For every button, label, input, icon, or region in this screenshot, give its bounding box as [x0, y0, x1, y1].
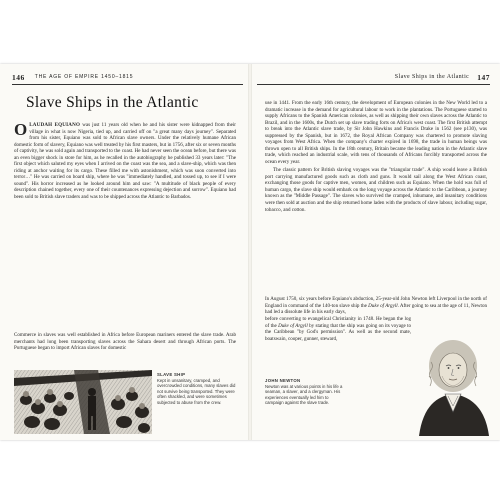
newton-caption	[265, 378, 347, 406]
ship-name: Duke of Argyll	[368, 302, 398, 309]
slave-ship-caption-text: Kept in unsanitary, cramped, and overcrowded conditions, many slaves did not survive being transported. They were often shackled, and were sometimes subjected to abuse from the crew.	[157, 377, 236, 405]
right-page	[255, 64, 496, 440]
lead-in: LAUDAH EQUIANO	[29, 122, 81, 128]
right-paragraph-2: The classic pattern for British slaving voyages was the "triangular trade". A ship would leave a British port carrying manufactured goods such as cloth and guns. It would sail along the West African coast, exchanging those goods for captive men, women, and children such as Equiano. When the hold was full of human cargo, the slave ship would embark on the long voyage across the Atlantic to the Caribbean, a journey known as the "Middle Passage". The slaves who survived the cramped, inhumane, and insanitary conditions were then sold at auction and the ship returned home laden with the products of slave labour, including sugar, tobacco, and cotton.	[265, 167, 487, 213]
slave-ship-illustration	[14, 370, 152, 434]
ship-name-2: Duke of Argyll	[278, 322, 308, 329]
left-paragraph-2: Commerce in slaves was well established in Africa before European mariners entered the slave trade. Arab merchants had long been transporting slaves across the Sahara desert and through African ports. The Portuguese began to import African slaves for domestic	[14, 332, 236, 352]
left-running-head	[12, 72, 133, 82]
left-paragraph-1-text: was just 11 years old when he and his sister were kidnapped from their village in what is now Nigeria, tied up, and carried off on "a great many days journey". Separated from his sister, Equiano was sold to African slave owners. Under the relatively humane African domestic form of slavery, Equiano was well treated by his first masters, but in 1756, after six or seven months of captivity, he was sold again and transported to the coast. He had never seen the ocean before, but there was an even bigger shock in store for him, as he recalled in the autobiography he published 33 years later: "The first object which saluted my eyes when I arrived on the coast was the sea, and a slave-ship, which was then riding at anchor waiting for its cargo. These filled me with astonishment, which was soon converted into terror…" He was carried on board ship, where he was "immediately handled, and tossed up, to see if I were sound". His horror increased as he looked around him and saw: "A multitude of black people of every description chained together, every one of their countenances expressing dejection and sorrow". Equiano had been sold to British slave traders and was to be shipped across the Atlantic to Barbados.	[14, 122, 236, 201]
right-paragraph-3-narrow: before converting to evangelical Christianity in 1748. He began the log of the Duke of Argyll by stating that the ship was going on its voyage to the Caribbean "by God's permission". As well as the second mate, boatswain, cooper, gunner, steward,	[265, 316, 411, 342]
right-running-head-text: Slave Ships in the Atlantic	[394, 74, 470, 80]
newton-caption-text: Newton was at various points in his life a seaman, a slaver, and a clergyman. His experiences eventually led him to campaign against the slave trade.	[265, 383, 343, 406]
right-head-rule	[257, 84, 490, 85]
left-page	[4, 64, 245, 440]
right-running-head	[395, 72, 490, 82]
left-running-head-text: THE AGE OF EMPIRE 1450–1815	[34, 74, 134, 80]
slave-ship-caption-title: SLAVE SHIP	[157, 372, 186, 377]
right-paragraph-3-wide: In August 1750, six years before Equiano's abduction, 25-year-old John Newton left Liverpool in the north of England in command of the 140-ton slave ship the Duke of Argyll. After going to sea at the age of 11, Newton had led a dissolute life in his early days,	[265, 296, 487, 316]
left-page-number: 146	[12, 72, 25, 82]
newton-caption-title: JOHN NEWTON	[265, 378, 301, 383]
right-body	[265, 100, 487, 215]
right-paragraph-1: use in 1441. From the early 16th century, the development of European colonies in the New World led to a dramatic increase in the demand for agricultural labour to work in the plantations. The Portuguese started to supply Africans to the Spanish American colonies, as well as shipping their own slaves across the Atlantic to Brazil, and in the 1600s, the Dutch set up slave trading forts on Africa's west coast. The first British attempt to break into the Atlantic slave trade, by Sir John Hawkins and Francis Drake in 1562 (see p130), was suppressed by the Spanish, but in 1672, the Royal African Company was chartered to promote slaving voyages from West Africa. When the company's charter expired in 1698, the trade in human beings was thrown open to all British ships. In the 18th century, Britain became the leading nation in the Atlantic slave trade, which reached an industrial scale, with tens of thousands of Africans forcibly transported across the ocean every year.	[265, 100, 487, 165]
chapter-title: Slave Ships in the Atlantic	[26, 94, 199, 111]
right-page-number: 147	[477, 72, 490, 82]
slave-ship-caption	[157, 372, 239, 405]
left-head-rule	[12, 84, 243, 85]
left-paragraph-1	[14, 122, 236, 201]
drop-cap: O	[14, 120, 28, 139]
gutter	[248, 64, 252, 440]
john-newton-portrait	[415, 332, 491, 436]
left-body	[14, 122, 236, 202]
book-spread	[0, 64, 500, 440]
